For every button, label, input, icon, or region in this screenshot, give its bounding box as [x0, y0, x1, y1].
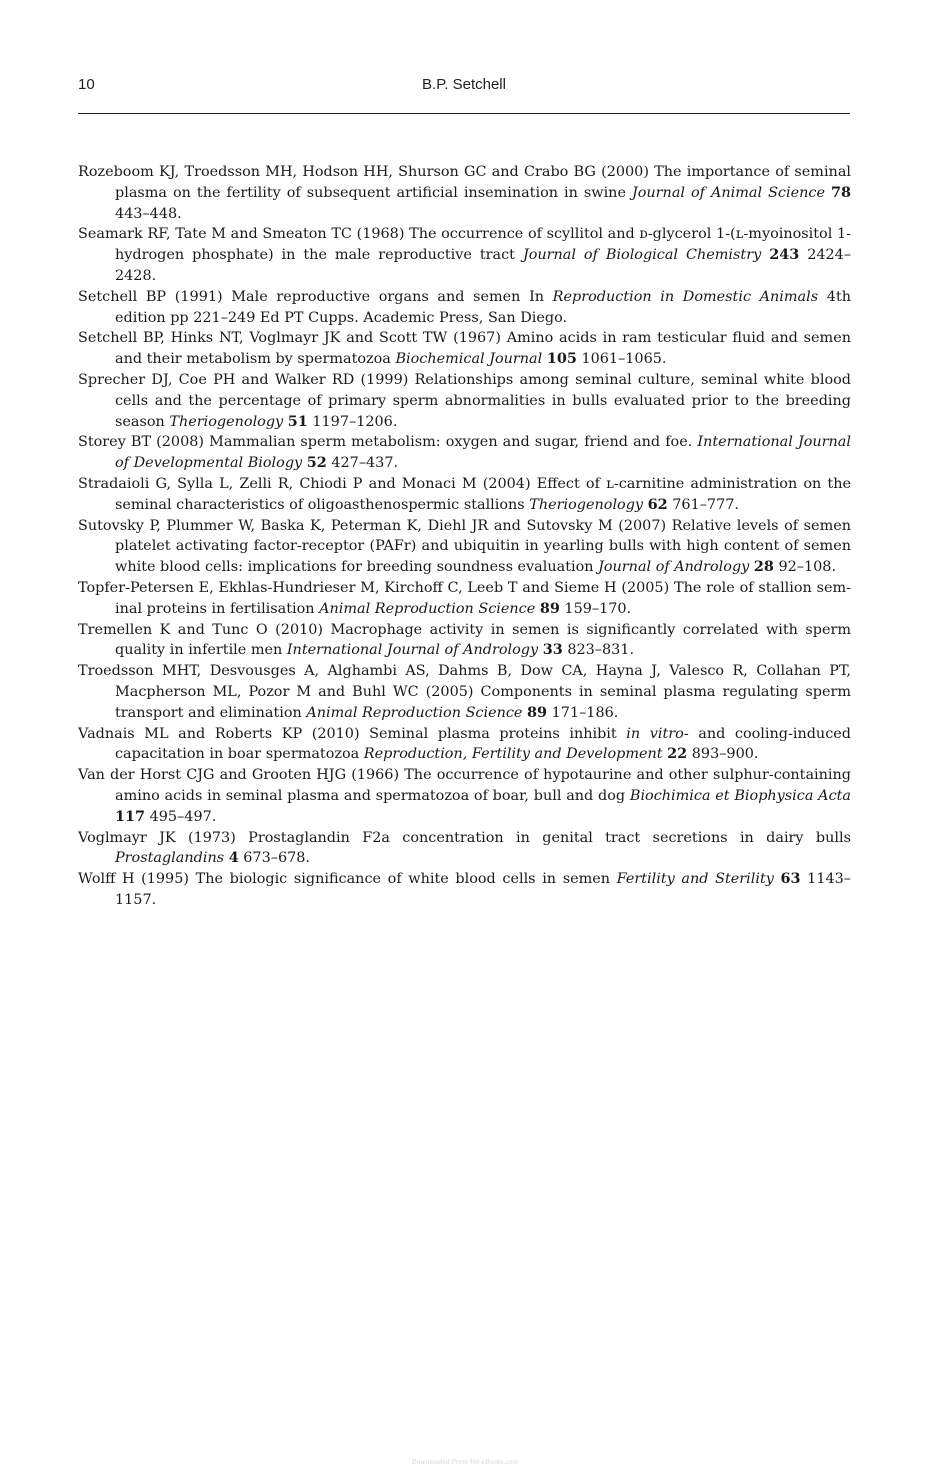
reference-authors: Topfer-Petersen E, Ekhlas-Hundrieser M, Kirchoff C, Leeb T and Sieme H (2005): [78, 579, 674, 596]
reference-title: Effect of ʟ-carnitine administration on the seminal characteristics of oligoasthenospermic stallions: [115, 475, 851, 513]
reference-entry: [78, 724, 851, 766]
reference-pages: 159–170.: [564, 600, 632, 617]
reference-volume: 78: [830, 183, 851, 201]
reference-journal: International Journal of Developmental Biology: [115, 434, 851, 472]
reference-journal: Journal of Animal Science: [631, 184, 825, 201]
reference-pages: 443–448.: [115, 205, 182, 222]
reference-title: Components in seminal plasma regulating sperm transport and elimination: [115, 683, 852, 721]
reference-pages: 823–831.: [567, 642, 635, 659]
reference-title: The occurrence of hypotaurine and other sulphur-containing amino acids in seminal plasma and spermatozoa of boar, bull and dog: [115, 767, 851, 804]
reference-volume: 4: [228, 849, 239, 867]
reference-authors: Setchell BP, Hinks NT, Voglmayr JK and Scott TW (1967): [78, 330, 507, 347]
reference-title: Prostaglandin F2a concentration in genital tract secretions in dairy bulls: [248, 829, 851, 846]
reference-title-continued: - and cooling-induced capacitation in boar spermatozoa: [115, 725, 851, 763]
reference-journal: Reproduction in Domestic Animals: [552, 288, 819, 305]
reference-title: Macrophage activity in semen is significantly correlated with sperm quality in infertile men: [115, 621, 852, 659]
reference-authors: Wolff H (1995): [78, 871, 196, 888]
reference-pages: 495–497.: [149, 808, 217, 825]
reference-entry: [78, 869, 851, 911]
reference-journal: Theriogenology: [529, 496, 644, 513]
reference-volume: 22: [667, 745, 688, 763]
reference-pages: 1061–1065.: [581, 351, 667, 368]
reference-entry: [78, 828, 851, 870]
reference-pages: 92–108.: [778, 559, 837, 576]
reference-entry: [78, 474, 851, 516]
reference-title: Relative levels of semen platelet activating factor-receptor (PAFr) and ubiquitin in yearling bulls with high content of semen white blood cells: implications for breeding soundness evaluation: [115, 517, 851, 576]
reference-authors: Tremellen K and Tunc O (2010): [78, 621, 331, 638]
reference-authors: Rozeboom KJ, Troedsson MH, Hodson HH, Shurson GC and Crabo BG (2000): [78, 164, 655, 180]
reference-volume: 243: [769, 246, 800, 264]
reference-title: Mammalian sperm metabolism: oxygen and sugar, friend and foe.: [209, 434, 698, 451]
reference-entry: [78, 432, 851, 474]
reference-journal: Fertility and Sterility: [616, 871, 774, 888]
reference-pages: 893–900.: [691, 746, 759, 763]
reference-authors: Troedsson MHT, Desvousges A, Alghambi AS, Dahms B, Dow CA, Hayna J, Valesco R, Collahan PT, Macpherson ML, Pozor M and Buhl WC (2005): [78, 663, 851, 700]
reference-entry: [78, 328, 851, 370]
reference-entry: [78, 661, 851, 723]
reference-entry: [78, 620, 851, 662]
header-rule: [78, 113, 850, 114]
reference-pages: 1197–1206.: [312, 413, 398, 430]
reference-journal: International Journal of Andrology: [286, 642, 539, 659]
reference-authors: Sutovsky P, Plummer W, Baska K, Peterman K, Diehl JR and Sutovsky M (2007): [78, 517, 672, 534]
reference-journal: Animal Reproduction Science: [306, 704, 523, 721]
reference-title: The role of stallion seminal proteins in fertilisation: [115, 579, 852, 617]
reference-volume: 63: [780, 870, 801, 888]
reference-entry: [78, 370, 851, 432]
reference-authors: Vadnais ML and Roberts KP (2010): [78, 725, 370, 742]
reference-authors: Setchell BP (1991): [78, 288, 232, 305]
reference-authors: Sprecher DJ, Coe PH and Walker RD (1999): [78, 371, 415, 388]
reference-authors: Stradaioli G, Sylla L, Zelli R, Chiodi P and Monaci M (2004): [78, 475, 537, 492]
reference-authors: Van der Horst CJG and Grooten HJG (1966): [78, 767, 405, 784]
reference-journal: Reproduction, Fertility and Development: [363, 746, 663, 763]
reference-volume: 62: [647, 495, 668, 513]
reference-pages: 761–777.: [672, 496, 739, 513]
reference-entry: [78, 765, 851, 827]
reference-title: The biologic significance of white blood cells in semen: [195, 871, 617, 888]
page-number: 10: [78, 76, 95, 93]
watermark: Downloaded From Vet-eBooks.com: [411, 1459, 519, 1466]
reference-journal: Biochimica et Biophysica Acta: [629, 787, 851, 804]
reference-entry: [78, 516, 851, 578]
reference-journal: Journal of Andrology: [598, 559, 750, 576]
reference-pages: 4th edition pp 221–249 Ed PT Cupps. Academic Press, San Diego.: [115, 288, 852, 326]
reference-authors: Seamark RF, Tate M and Smeaton TC (1968): [78, 226, 410, 243]
running-head: B.P. Setchell: [422, 76, 506, 93]
reference-title: The importance of seminal plasma on the fertility of subsequent artificial insemination in swine: [115, 164, 852, 201]
reference-journal: Animal Reproduction Science: [319, 600, 536, 617]
reference-pages: 171–186.: [551, 704, 619, 721]
reference-title: Relationships among seminal culture, seminal white blood cells and the percentage of primary sperm abnormalities in bulls evaluated prior to the breeding season: [115, 371, 851, 430]
reference-title: Seminal plasma proteins inhibit: [369, 725, 627, 742]
reference-volume: 89: [527, 703, 548, 721]
reference-pages: 1143–1157.: [115, 871, 851, 908]
reference-title-italic: in vitro: [626, 725, 684, 742]
reference-title: Male reproductive organs and semen In: [231, 288, 553, 305]
reference-list: [78, 162, 851, 911]
reference-journal: Theriogenology: [169, 413, 284, 430]
reference-volume: 28: [753, 558, 774, 576]
page-header: [78, 76, 850, 96]
reference-title: Amino acids in ram testicular fluid and semen and their metabolism by spermatozoa: [115, 330, 851, 368]
reference-journal: Biochemical Journal: [395, 351, 543, 368]
reference-entry: [78, 578, 851, 620]
reference-volume: 105: [546, 350, 577, 368]
reference-volume: 52: [306, 454, 327, 472]
reference-pages: 673–678.: [243, 850, 310, 867]
reference-authors: Storey BT (2008): [78, 434, 210, 451]
reference-volume: 117: [115, 807, 146, 825]
reference-authors: Voglmayr JK (1973): [78, 829, 249, 846]
reference-entry: [78, 224, 851, 286]
reference-volume: 33: [542, 641, 563, 659]
reference-entry: [78, 287, 851, 329]
reference-volume: 51: [287, 412, 308, 430]
reference-pages: 2424–2428.: [115, 247, 852, 284]
reference-journal: Prostaglandins: [115, 850, 225, 867]
reference-pages: 427–437.: [331, 455, 399, 472]
reference-journal: Journal of Biological Chemistry: [522, 247, 762, 264]
reference-title: The occurrence of scyllitol and ᴅ-glycerol 1-(ʟ-myoinositol 1-hydrogen phosphate) in the male reproductive tract: [115, 226, 851, 264]
reference-entry: [78, 162, 851, 224]
reference-volume: 89: [539, 599, 560, 617]
